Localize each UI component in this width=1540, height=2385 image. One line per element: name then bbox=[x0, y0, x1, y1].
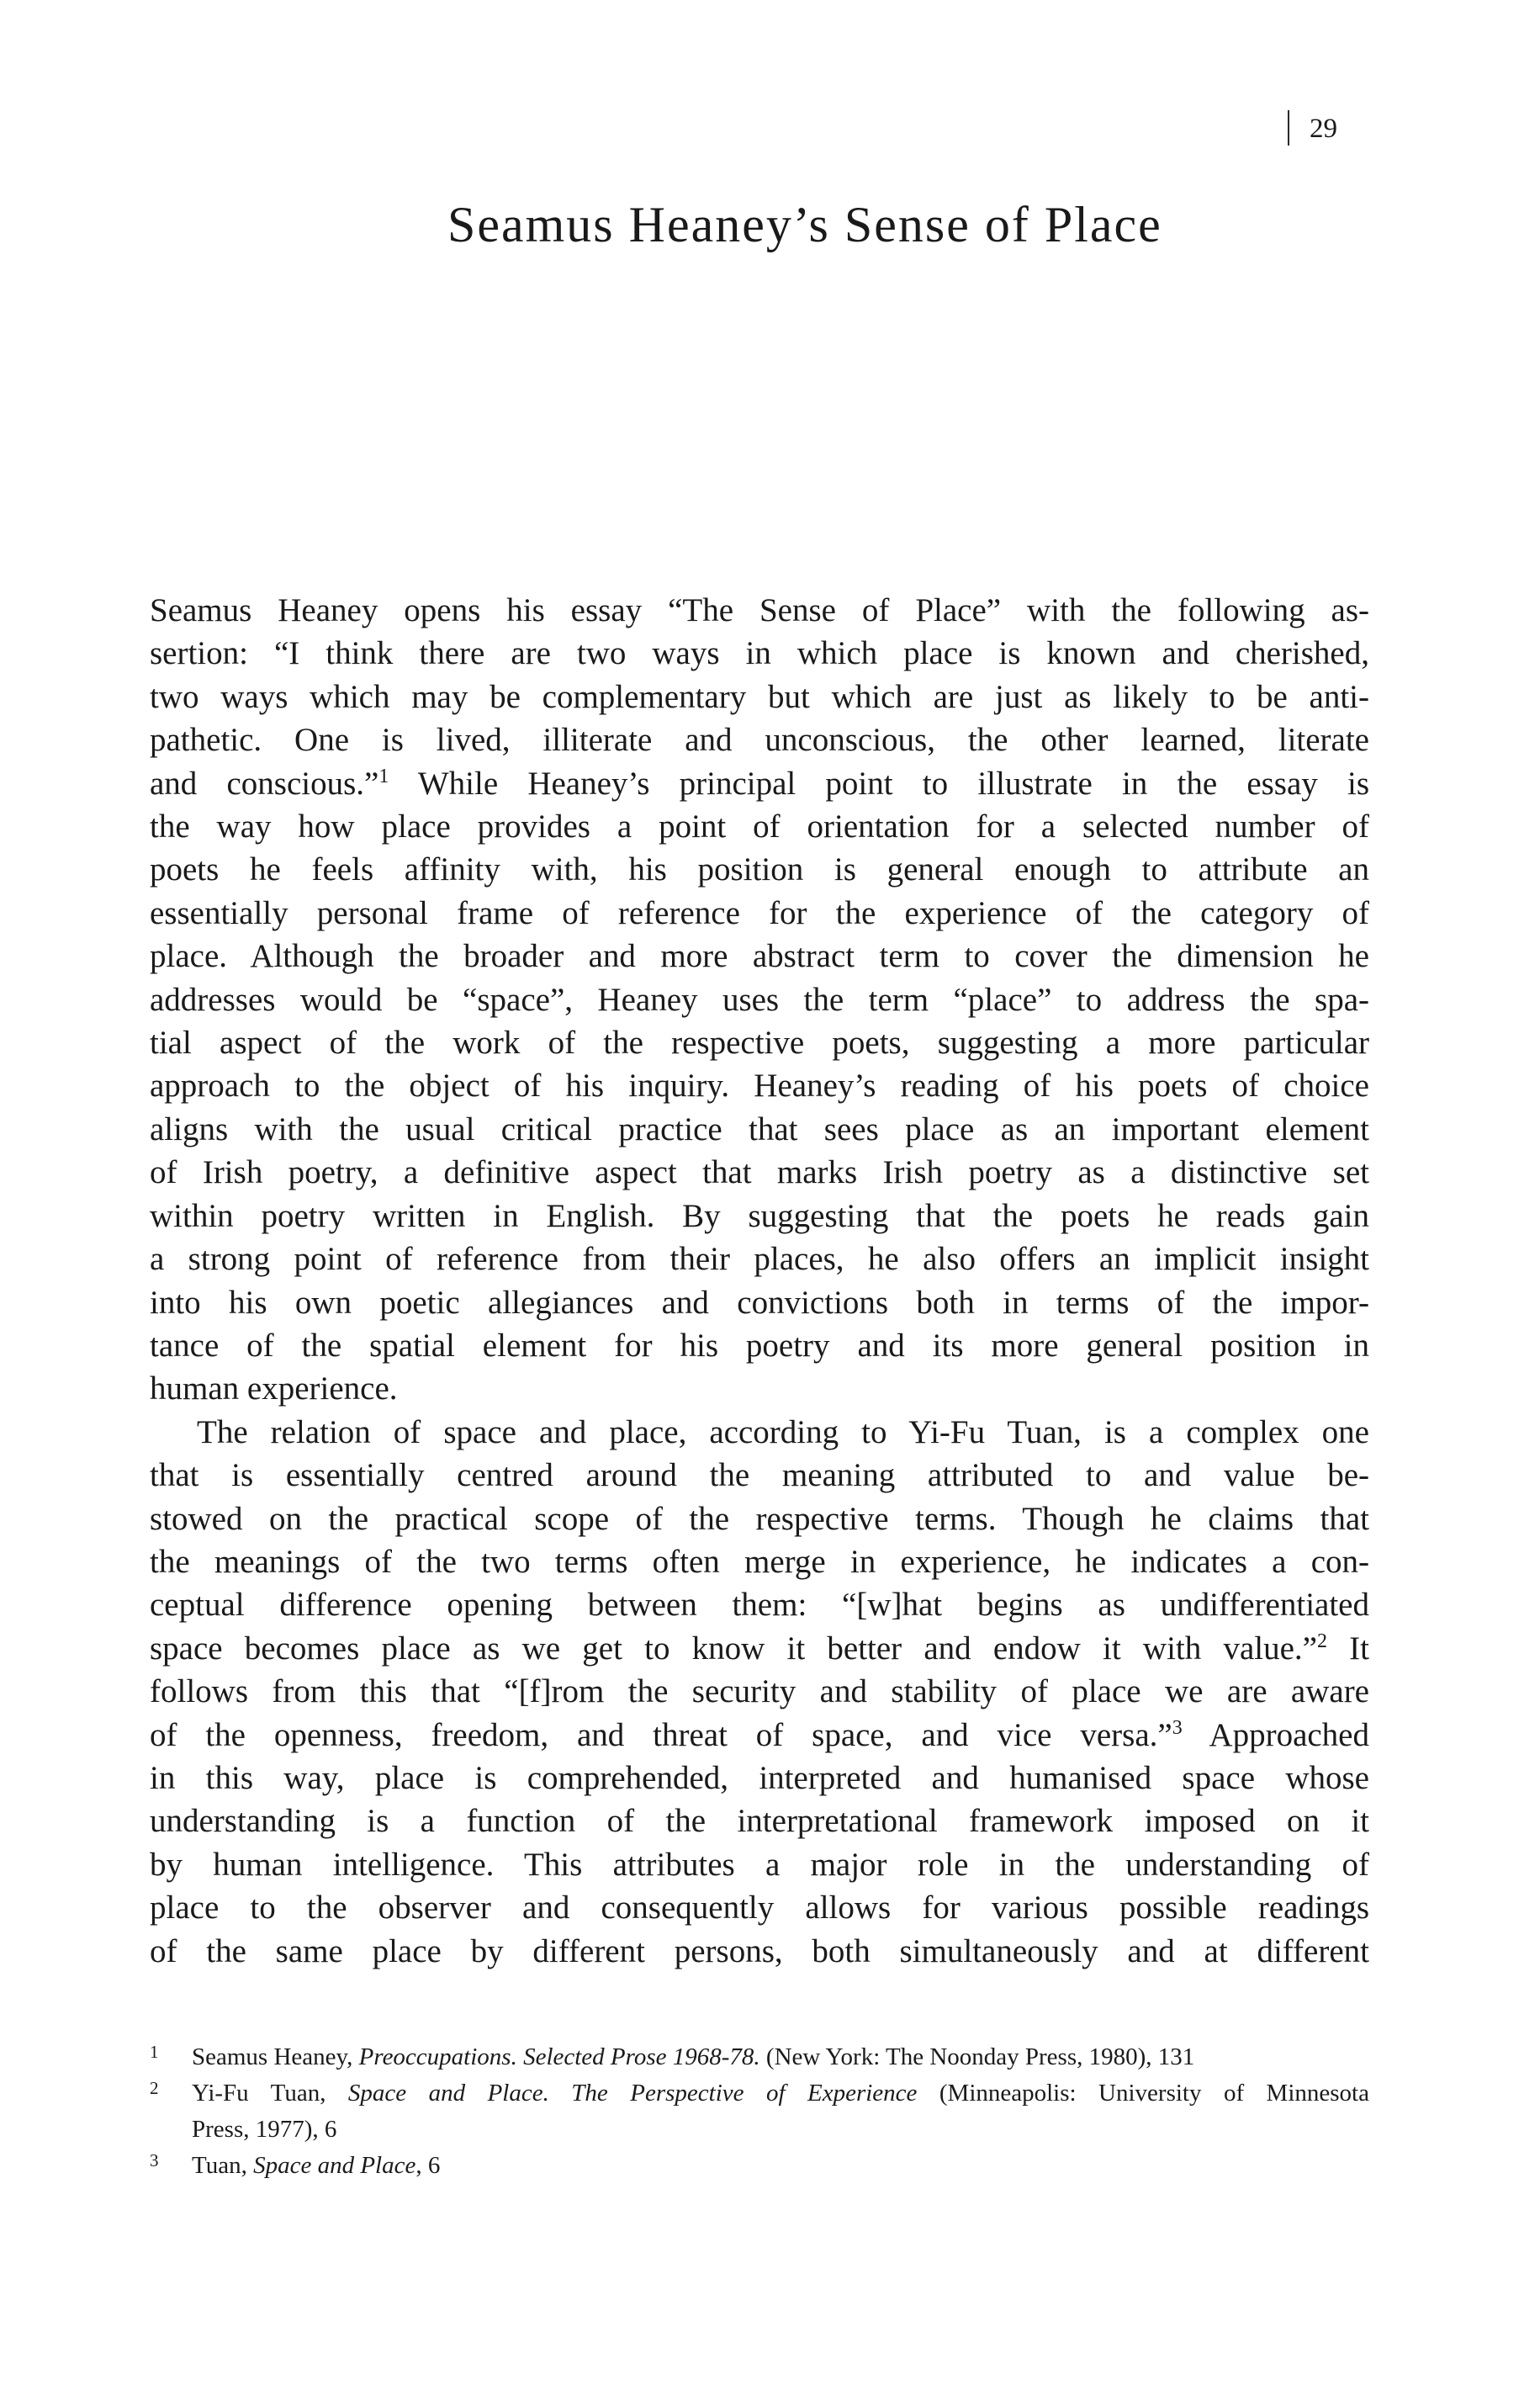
footnote-ref: 1 bbox=[378, 765, 389, 787]
page-number: 29 bbox=[1310, 113, 1337, 144]
text-segment: It bbox=[1326, 1630, 1369, 1667]
footnote-number: 2 bbox=[150, 2078, 159, 2098]
text-segment: of Irish poetry, a definitive aspect that marks Irish poetry as a distinctive set bbox=[150, 1154, 1369, 1191]
text-segment: in this way, place is comprehended, interpreted and humanised space whose bbox=[150, 1759, 1369, 1796]
body-line bbox=[150, 1714, 1369, 1757]
footnote-number: 1 bbox=[150, 2042, 159, 2062]
body-line bbox=[150, 935, 1369, 978]
text-segment: sertion: “I think there are two ways in which place is known and cherished, bbox=[150, 635, 1369, 672]
footnotes bbox=[150, 2039, 1369, 2184]
body-line bbox=[150, 1454, 1369, 1497]
text-segment: Seamus Heaney, bbox=[192, 2043, 359, 2070]
body-line bbox=[150, 1583, 1369, 1626]
text-segment: aligns with the usual critical practice that sees place as an important element bbox=[150, 1110, 1369, 1147]
text-segment: and conscious.” bbox=[150, 765, 379, 802]
text-segment: understanding is a function of the interpretational framework imposed on it bbox=[150, 1803, 1369, 1840]
text-segment: pathetic. One is lived, illiterate and unconscious, the other learned, literate bbox=[150, 722, 1369, 759]
text-segment: that is essentially centred around the meaning attributed to and value be- bbox=[150, 1457, 1369, 1494]
body-line bbox=[150, 589, 1369, 632]
body-line bbox=[150, 1497, 1369, 1540]
footnote-ref: 2 bbox=[1316, 1630, 1327, 1652]
body-line bbox=[150, 1411, 1369, 1454]
body-line bbox=[150, 1757, 1369, 1799]
text-segment: place to the observer and consequently allows for various possible readings bbox=[150, 1889, 1369, 1927]
text-segment: (Minneapolis: University of Minnesota bbox=[917, 2080, 1369, 2107]
text-segment: of the same place by different persons, both simultaneously and at different bbox=[150, 1932, 1369, 1969]
text-segment: place. Although the broader and more abstract term to cover the dimension he bbox=[150, 938, 1369, 975]
body-line bbox=[150, 978, 1369, 1021]
body-line bbox=[150, 1670, 1369, 1713]
text-segment: by human intelligence. This attributes a major role in the understanding of bbox=[150, 1846, 1369, 1883]
text-segment: Yi-Fu Tuan, bbox=[192, 2080, 348, 2107]
text-segment: Press, 1977), 6 bbox=[192, 2116, 337, 2143]
text-segment: Space and Place bbox=[253, 2152, 416, 2179]
text-segment: tial aspect of the work of the respective poets, suggesting a more particular bbox=[150, 1025, 1369, 1062]
footnote-line bbox=[192, 2112, 1369, 2148]
body-line bbox=[150, 1886, 1369, 1929]
text-segment: the meanings of the two terms often merge in experience, he indicates a con- bbox=[150, 1543, 1369, 1580]
body-line bbox=[150, 1367, 1369, 1410]
text-segment: within poetry written in English. By suggesting that the poets he reads gain bbox=[150, 1197, 1369, 1234]
text-segment: into his own poetic allegiances and convictions both in terms of the impor- bbox=[150, 1284, 1369, 1321]
body-line bbox=[150, 1843, 1369, 1886]
footnote-text bbox=[192, 2148, 1369, 2184]
body-line bbox=[150, 848, 1369, 891]
body-line bbox=[150, 1064, 1369, 1107]
body-line bbox=[150, 632, 1369, 675]
footnote-ref: 3 bbox=[1172, 1716, 1183, 1739]
footnote-number: 3 bbox=[150, 2150, 159, 2170]
text-segment: approach to the object of his inquiry. Heaney’s reading of his poets of choice bbox=[150, 1068, 1369, 1105]
text-segment: Space and Place. The Perspective of Experience bbox=[347, 2080, 918, 2107]
footnote-line bbox=[192, 2075, 1369, 2112]
text-segment: essentially personal frame of reference for the experience of the category of bbox=[150, 894, 1369, 931]
text-segment: the way how place provides a point of orientation for a selected number of bbox=[150, 808, 1369, 845]
body-line bbox=[150, 1799, 1369, 1842]
body-line bbox=[150, 892, 1369, 935]
text-segment: tance of the spatial element for his poetry and its more general position in bbox=[150, 1327, 1369, 1364]
text-segment: human experience. bbox=[150, 1370, 398, 1407]
footnote bbox=[150, 2148, 1369, 2184]
body-line bbox=[150, 1281, 1369, 1324]
footnote-text bbox=[192, 2039, 1369, 2075]
body-line bbox=[150, 676, 1369, 718]
footnote-line bbox=[192, 2039, 1369, 2075]
body-line bbox=[150, 805, 1369, 848]
text-segment: addresses would be “space”, Heaney uses the term “place” to address the spa- bbox=[150, 981, 1369, 1018]
text-segment: of the openness, freedom, and threat of space, and vice versa.” bbox=[150, 1716, 1172, 1753]
body-line bbox=[150, 1324, 1369, 1367]
text-segment: (New York: The Noonday Press, 1980), 131 bbox=[759, 2043, 1195, 2070]
body-line bbox=[150, 1195, 1369, 1238]
text-segment: poets he feels affinity with, his position is general enough to attribute an bbox=[150, 851, 1369, 888]
text-segment: Tuan, bbox=[192, 2152, 254, 2179]
text-segment: Preoccupations. Selected Prose 1968-78. bbox=[358, 2043, 760, 2070]
footnote-line bbox=[192, 2148, 1369, 2184]
header-divider bbox=[1288, 110, 1289, 146]
body-line bbox=[150, 1238, 1369, 1280]
text-segment: follows from this that “[f]rom the security and stability of place we are aware bbox=[150, 1673, 1369, 1710]
footnote-text bbox=[192, 2075, 1369, 2148]
text-segment: a strong point of reference from their places, he also offers an implicit insight bbox=[150, 1241, 1369, 1278]
footnote bbox=[150, 2039, 1369, 2075]
body-line bbox=[150, 1930, 1369, 1973]
text-segment: space becomes place as we get to know it better and endow it with value.” bbox=[150, 1630, 1317, 1667]
body-line bbox=[150, 1151, 1369, 1194]
body-line bbox=[150, 762, 1369, 805]
body-line bbox=[150, 1108, 1369, 1151]
body-line bbox=[150, 1021, 1369, 1064]
chapter-title: Seamus Heaney’s Sense of Place bbox=[447, 197, 1162, 252]
footnote bbox=[150, 2075, 1369, 2148]
text-segment: , 6 bbox=[415, 2152, 441, 2179]
text-segment: two ways which may be complementary but which are just as likely to be anti- bbox=[150, 678, 1369, 715]
body-line bbox=[150, 718, 1369, 761]
text-segment: Approached bbox=[1182, 1716, 1369, 1753]
body-line bbox=[150, 1627, 1369, 1670]
body-text bbox=[150, 589, 1369, 1973]
text-segment: stowed on the practical scope of the respective terms. Though he claims that bbox=[150, 1500, 1369, 1537]
body-line bbox=[150, 1540, 1369, 1583]
text-segment: The relation of space and place, according to Yi-Fu Tuan, is a complex one bbox=[197, 1413, 1369, 1450]
text-segment: Seamus Heaney opens his essay “The Sense of Place” with the following as- bbox=[150, 592, 1369, 628]
text-segment: ceptual difference opening between them: “[w]hat begins as undifferentiated bbox=[150, 1587, 1369, 1624]
text-segment: While Heaney’s principal point to illustrate in the essay is bbox=[389, 765, 1369, 802]
page-header bbox=[1288, 110, 1337, 146]
